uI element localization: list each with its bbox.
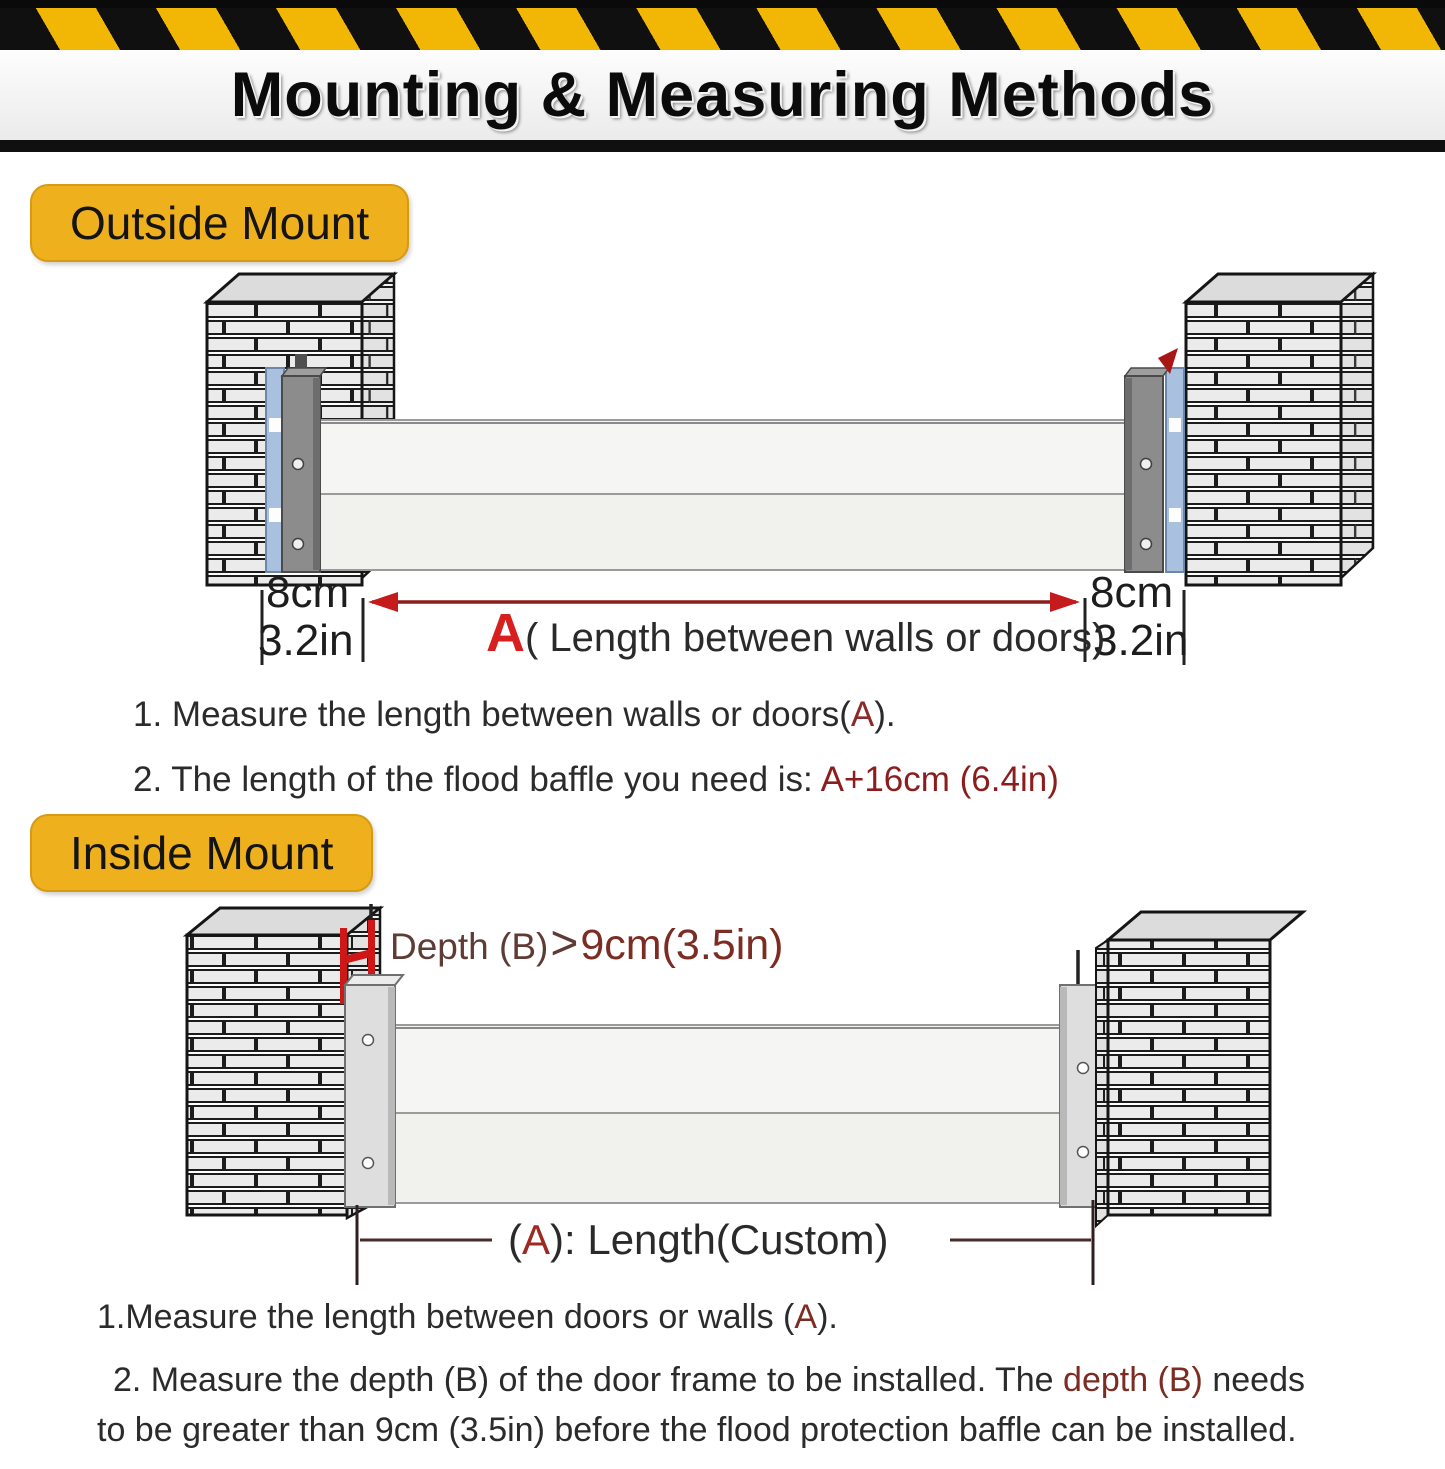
length-a-letter-inside: A	[522, 1216, 551, 1263]
hazard-stripes	[0, 8, 1445, 50]
depth-b-value: 9cm(3.5in)	[580, 921, 784, 969]
depth-b-text: Depth (B)	[390, 926, 549, 967]
dim-right-cm: 8cm	[1090, 568, 1174, 617]
outside-right-wall-strip	[1166, 368, 1184, 572]
depth-b-label	[390, 916, 784, 971]
outside-flood-barrier	[320, 420, 1130, 570]
inside-flood-barrier	[393, 1025, 1065, 1203]
page-title: Mounting & Measuring Methods	[230, 60, 1215, 130]
outside-step-1: 1. Measure the length between walls or doors(A).	[133, 695, 896, 734]
outside-left-channel	[282, 368, 326, 572]
dim-left-cm: 8cm	[266, 568, 350, 617]
arrow-left-head-icon	[368, 592, 398, 612]
inside-instructions	[97, 1293, 1305, 1469]
outside-right-pillar	[1186, 274, 1373, 585]
outside-step-2: 2. The length of the flood baffle you need is: A+16cm (6.4in)	[133, 759, 1059, 799]
hazard-banner	[0, 0, 1445, 152]
outside-instructions	[133, 690, 1059, 820]
length-a-letter: A	[486, 603, 525, 663]
inside-mount-diagram	[0, 900, 1445, 1300]
length-custom-label: (A): Length(Custom)	[508, 1216, 889, 1263]
greater-than-sign: >	[550, 917, 579, 970]
inside-left-channel	[345, 975, 403, 1207]
outside-mount-badge: Outside Mount	[30, 184, 409, 262]
inside-step-1: 1.Measure the length between doors or walls (A).	[97, 1298, 838, 1336]
dim-left-in: 3.2in	[258, 616, 354, 665]
title-band	[0, 50, 1445, 140]
banner-top-bar	[0, 0, 1445, 8]
inside-right-pillar	[1096, 912, 1303, 1226]
inside-mount-badge: Inside Mount	[30, 814, 373, 892]
inside-step-2: 2. Measure the depth (B) of the door frame to be installed. The depth (B) needs to be greater than 9cm (3.5in) before the flood protection baffle can be installed.	[97, 1361, 1305, 1449]
length-a-text: ( Length between walls or doors)	[525, 616, 1106, 660]
length-a-label	[486, 602, 1105, 664]
outside-mount-diagram	[0, 268, 1445, 670]
dim-right-in: 3.2in	[1093, 616, 1189, 665]
banner-bottom-bar	[0, 140, 1445, 152]
